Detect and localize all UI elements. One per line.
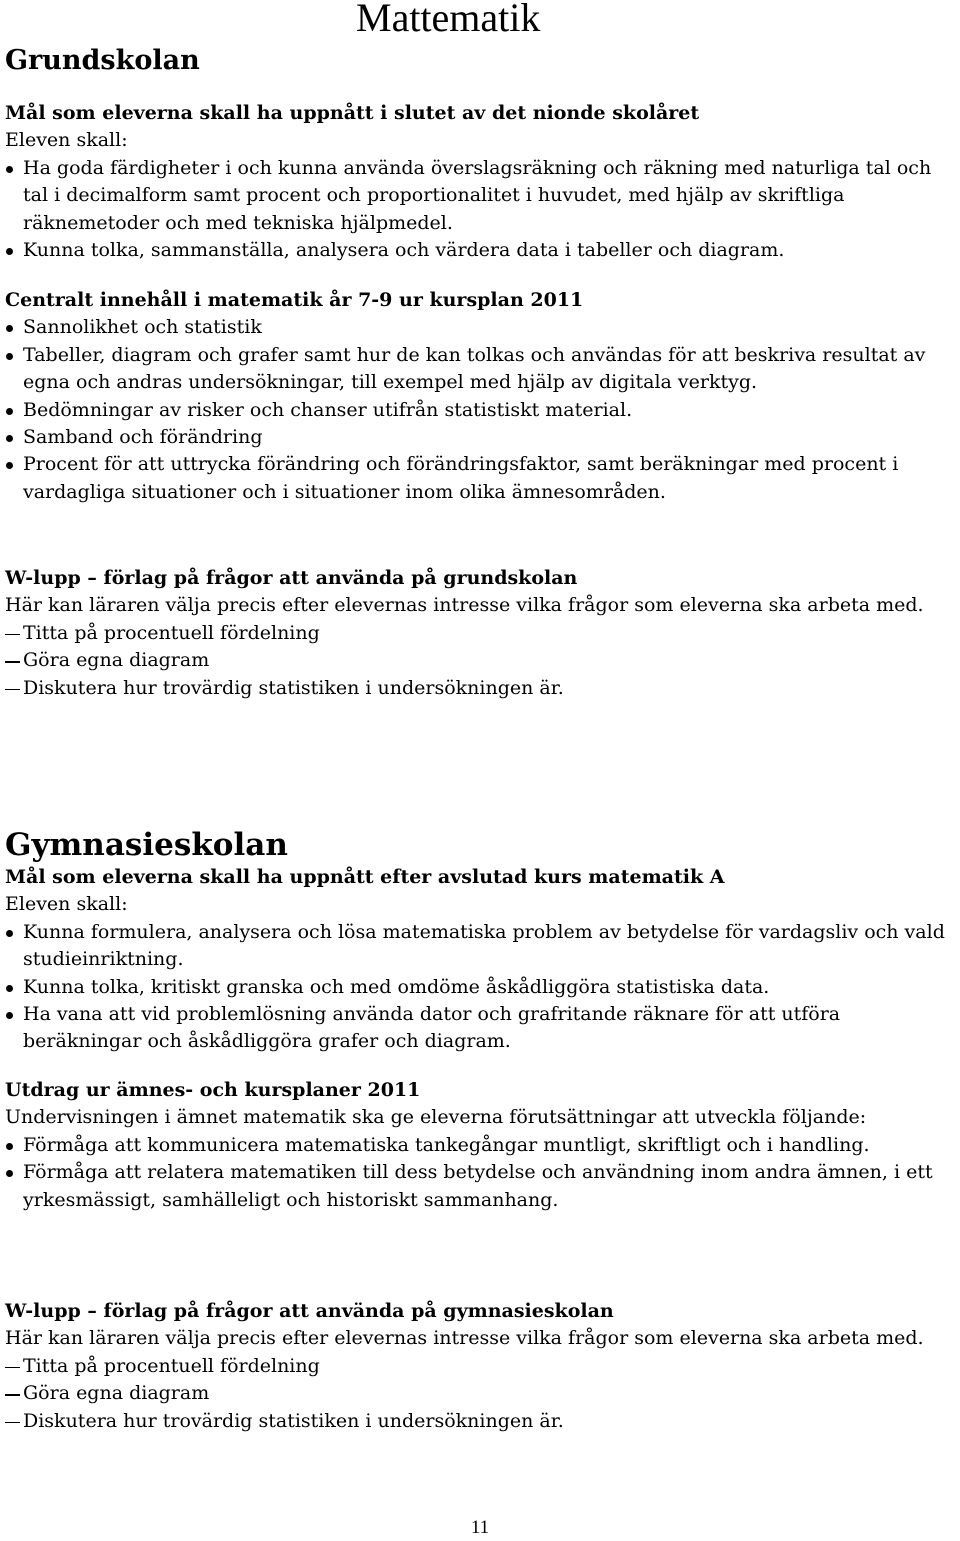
list-item: Ha vana att vid problemlösning använda dator och grafritande räknare för att utföra beräkningar och åskådliggöra grafer och diagram. — [5, 1001, 955, 1056]
excerpt-section — [5, 1077, 955, 1214]
wlupp-intro: Här kan läraren välja precis efter elevernas intresse vilka frågor som eleverna ska arbeta med. — [5, 1327, 924, 1350]
goals-intro: Eleven skall: — [5, 129, 128, 152]
list-item: Kunna tolka, kritiskt granska och med omdöme åskådliggöra statistiska data. — [5, 974, 955, 1001]
list-item: Sannolikhet och statistik — [5, 314, 955, 341]
wlupp-intro: Här kan läraren välja precis efter elevernas intresse vilka frågor som eleverna ska arbeta med. — [5, 594, 924, 617]
list-item: Förmåga att kommunicera matematiska tankegångar muntligt, skriftligt och i handling. — [5, 1132, 955, 1159]
list-item: Ha goda färdigheter i och kunna använda överslagsräkning och räkning med naturliga tal och tal i decimalform samt procent och proportionalitet i huvudet, med hjälp av skriftliga räknemetoder och med tekniska hjälpmedel. — [5, 155, 955, 237]
list-item: Tabeller, diagram och grafer samt hur de kan tolkas och användas för att beskriva resultat av egna och andras undersökningar, till exempel med hjälp av digitala verktyg. — [5, 342, 955, 397]
excerpt-heading: Utdrag ur ämnes- och kursplaner 2011 — [5, 1079, 421, 1101]
central-content-list — [5, 314, 955, 506]
grundskolan-heading: Grundskolan — [5, 45, 200, 76]
goals-list — [5, 919, 955, 1056]
goals-heading: Mål som eleverna skall ha uppnått efter avslutad kurs matematik A — [5, 866, 725, 888]
list-item: Kunna formulera, analysera och lösa matematiska problem av betydelse för vardagsliv och vald studieinriktning. — [5, 919, 955, 974]
goals-intro: Eleven skall: — [5, 893, 128, 916]
list-item: Förmåga att relatera matematiken till dess betydelse och användning inom andra ämnen, i ett yrkesmässigt, samhälleligt och historiskt sammanhang. — [5, 1159, 955, 1214]
list-item: Titta på procentuell fördelning — [5, 1353, 955, 1380]
list-item: Göra egna diagram — [5, 1380, 955, 1407]
central-content-section — [5, 287, 955, 506]
gymnasieskolan-goals-section — [5, 864, 955, 1056]
wlupp-grundskolan-section — [5, 565, 955, 702]
wlupp-gymnasieskolan-section — [5, 1298, 955, 1435]
wlupp-list — [5, 620, 955, 702]
list-item: Diskutera hur trovärdig statistiken i undersökningen är. — [5, 1408, 955, 1435]
excerpt-list — [5, 1132, 955, 1214]
list-item: Procent för att uttrycka förändring och förändringsfaktor, samt beräkningar med procent i vardagliga situationer och i situationer inom olika ämnesområden. — [5, 451, 955, 506]
excerpt-intro: Undervisningen i ämnet matematik ska ge eleverna förutsättningar att utveckla följande: — [5, 1106, 867, 1129]
goals-list — [5, 155, 955, 265]
wlupp-heading: W-lupp – förlag på frågor att använda på grundskolan — [5, 567, 578, 589]
gymnasieskolan-heading: Gymnasieskolan — [5, 827, 288, 863]
grundskolan-goals-section — [5, 100, 955, 264]
goals-heading: Mål som eleverna skall ha uppnått i slutet av det nionde skolåret — [5, 102, 700, 124]
central-content-heading: Centralt innehåll i matematik år 7-9 ur kursplan 2011 — [5, 289, 584, 311]
page-title: Mattematik — [356, 0, 541, 40]
list-item: Kunna tolka, sammanställa, analysera och värdera data i tabeller och diagram. — [5, 237, 955, 264]
wlupp-list — [5, 1353, 955, 1435]
list-item: Göra egna diagram — [5, 647, 955, 674]
list-item: Bedömningar av risker och chanser utifrån statistiskt material. — [5, 397, 955, 424]
list-item: Diskutera hur trovärdig statistiken i undersökningen är. — [5, 675, 955, 702]
list-item: Samband och förändring — [5, 424, 955, 451]
list-item: Titta på procentuell fördelning — [5, 620, 955, 647]
page-number: 11 — [470, 1517, 490, 1538]
wlupp-heading: W-lupp – förlag på frågor att använda på gymnasieskolan — [5, 1300, 614, 1322]
